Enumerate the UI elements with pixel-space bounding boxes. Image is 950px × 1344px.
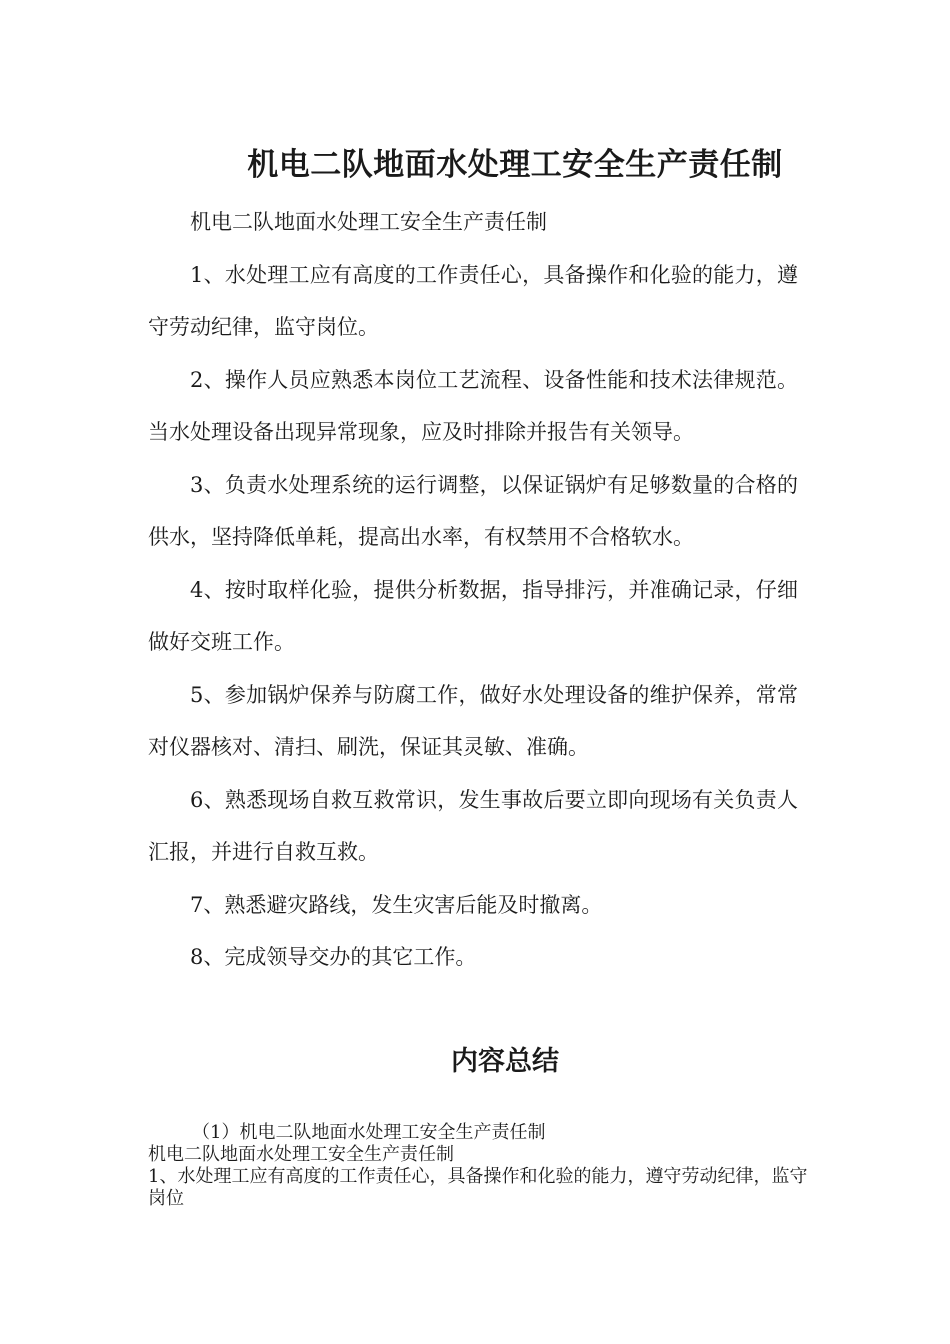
document-subtitle: 机电二队地面水处理工安全生产责任制 [190,210,547,234]
document-body [148,196,798,984]
paragraph-5: 5、参加锅炉保养与防腐工作，做好水处理设备的维护保养，常常对仪器核对、清扫、刷洗，保证其灵敏、准确。 [148,682,798,759]
paragraph-3: 3、负责水处理系统的运行调整，以保证锅炉有足够数量的合格的供水，坚持降低单耗，提高出水率，有权禁用不合格软水。 [148,472,798,549]
paragraph-6: 6、熟悉现场自救互救常识，发生事故后要立即向现场有关负责人汇报，并进行自救互救。 [148,787,798,864]
paragraph-2: 2、操作人员应熟悉本岗位工艺流程、设备性能和技术法律规范。当水处理设备出现异常现象，应及时排除并报告有关领导。 [148,367,798,444]
summary-line-3: 1、水处理工应有高度的工作责任心，具备操作和化验的能力，遵守劳动纪律，监守岗位 [148,1166,808,1209]
summary-line-1: （1）机电二队地面水处理工安全生产责任制 [192,1122,546,1143]
paragraph-4: 4、按时取样化验，提供分析数据，指导排污，并准确记录，仔细做好交班工作。 [148,577,798,654]
summary-title: 内容总结 [451,1046,559,1078]
paragraph-7: 7、熟悉避灾路线，发生灾害后能及时撤离。 [190,892,603,917]
document-title: 机电二队地面水处理工安全生产责任制 [247,146,783,183]
summary-line-2: 机电二队地面水处理工安全生产责任制 [148,1144,454,1165]
paragraph-1: 1、水处理工应有高度的工作责任心，具备操作和化验的能力，遵守劳动纪律，监守岗位。 [148,262,798,339]
summary-body [148,1122,808,1210]
paragraph-8: 8、完成领导交办的其它工作。 [190,945,477,969]
